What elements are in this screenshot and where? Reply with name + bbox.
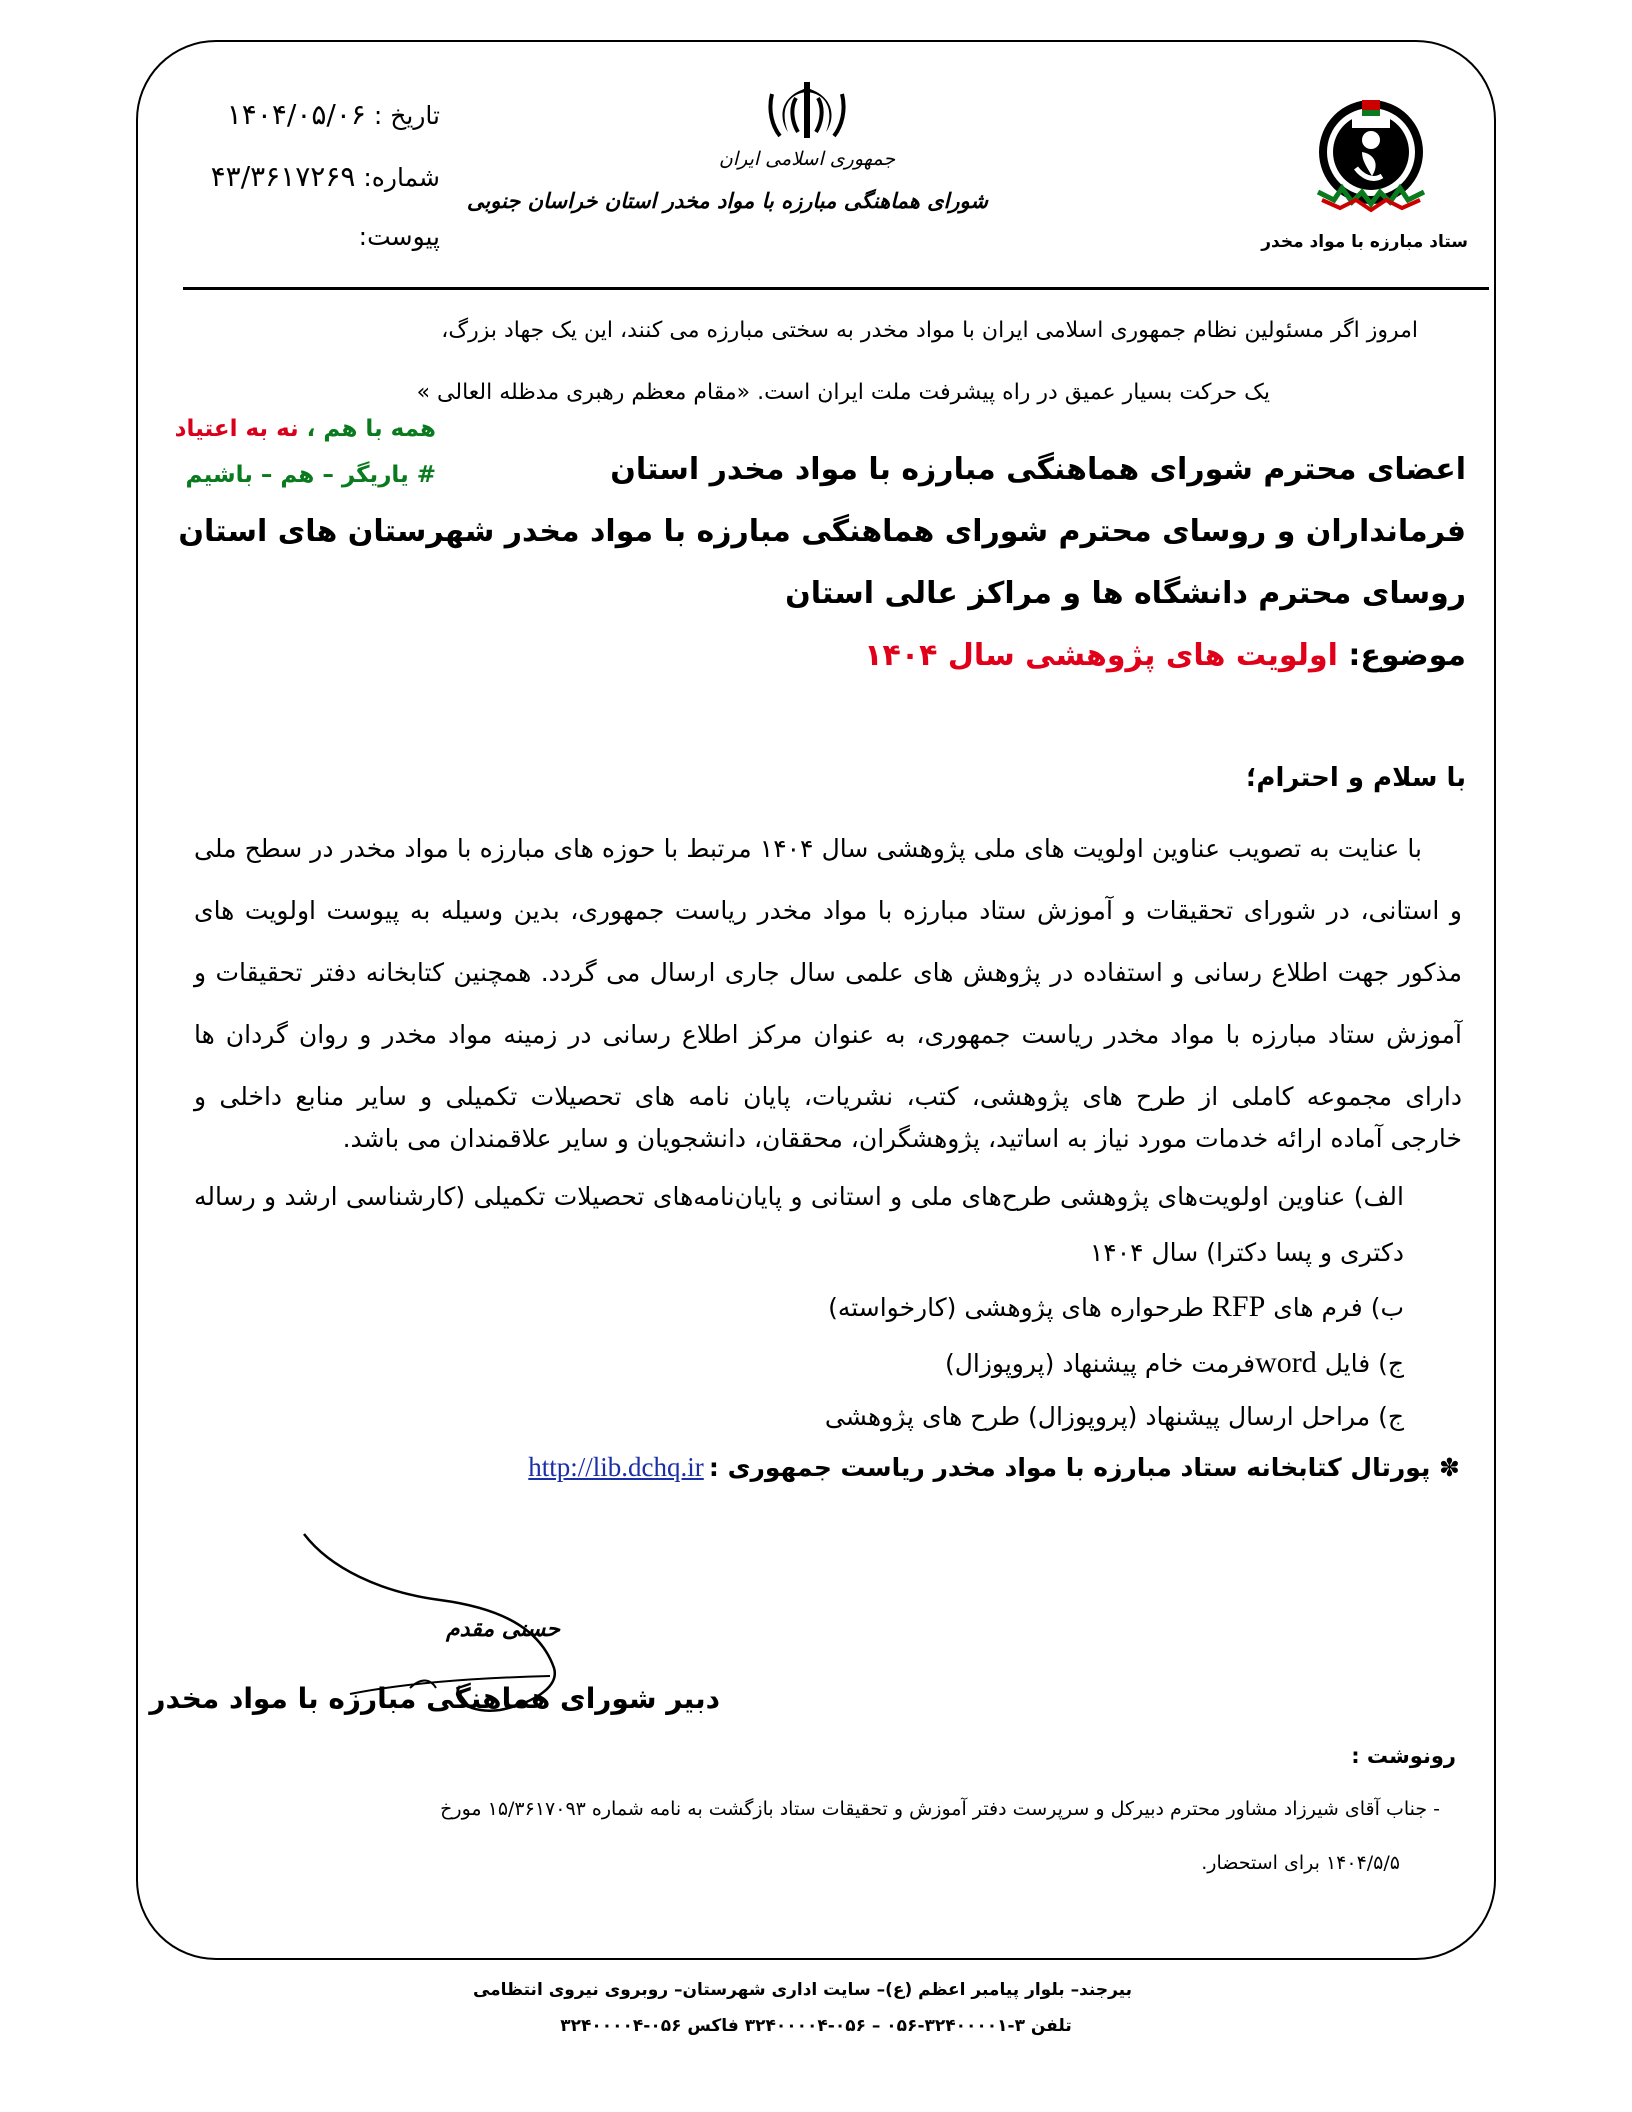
body-paragraph: با عنایت به تصویب عناوین اولویت های ملی پژوهشی سال ۱۴۰۴ مرتبط با حوزه های مبارزه با مواد مخدر در سطح ملی و استانی، در شورای تحقیقات و آموزش ستاد مبارزه با مواد مخدر ریاست جمهوری، بدین وسیله به پیوست اولویت های مذکور جهت اطلاع رسانی و استفاده در پژوهش های علمی سال جاری ارسال می گردد. همچنین کتابخانه دفتر تحقیقات و آموزش ستاد مبارزه با مواد مخدر ریاست جمهوری، به عنوان مرکز اطلاع رسانی در زمینه مواد مخدر و روان گردان ها دارای مجموعه کاملی از طرح های پژوهشی، کتب، نشریات، پایان نامه های تحصیلات تکمیلی و سایر منابع داخلی و: [194, 834, 1462, 1111]
addressee-line3: روسای محترم دانشگاه ها و مراکز عالی استان: [785, 576, 1466, 611]
cc-line2: ۱۴۰۴/۵/۵ برای استحضار.: [1201, 1852, 1400, 1874]
header-divider: [183, 287, 1489, 290]
item-b-rfp: RFP: [1211, 1290, 1266, 1323]
logo-caption: ستاد مبارزه با مواد مخدر: [1261, 232, 1468, 252]
item-c: [700, 1346, 1404, 1380]
subject-value: اولویت های پژوهشی سال ۱۴۰۴: [864, 638, 1338, 673]
item-c-suffix: فرمت خام پیشنهاد (پروپوزال): [945, 1349, 1256, 1378]
cc-label: رونوشت :: [1351, 1744, 1456, 1768]
addressee-line1: اعضای محترم شورای هماهنگی مبارزه با مواد مخدر استان: [610, 452, 1466, 487]
item-b-suffix: طرحواره های پژوهشی (کارخواسته): [828, 1293, 1204, 1322]
date-value: ۱۴۰۴/۰۵/۰۶: [226, 98, 366, 131]
item-a-continued: دکتری و پسا دکترا) سال ۱۴۰۴: [1089, 1238, 1404, 1267]
body-paragraph-last: خارجی آماده ارائه خدمات مورد نیاز به اساتید، پژوهشگران، محققان، دانشجویان و سایر علاقمندان می باشد.: [342, 1124, 1462, 1153]
footer-address: بیرجند– بلوار پیامبر اعظم (ع)– سایت اداری شهرستان– روبروی نیروی انتظامی: [472, 1980, 1132, 2000]
leader-quote-line2: یک حرکت بسیار عمیق در راه پیشرفت ملت ایران است. «مقام معظم رهبری مدظله العالی »: [416, 380, 1270, 405]
attachment-label: پیوست:: [358, 222, 440, 251]
slogan-line2: # یاریگر – هم – باشیم: [185, 462, 436, 488]
item-a: الف) عناوین اولویت‌های پژوهشی طرح‌های ملی و استانی و پایان‌نامه‌های تحصیلات تکمیلی (کارشناسی ارشد و رساله: [194, 1182, 1404, 1211]
slogan-line1: [174, 416, 436, 442]
number-field: [208, 160, 440, 193]
emblem-caption: جمهوری اسلامی ایران: [718, 148, 896, 170]
cc-line1: - جناب آقای شیرزاد مشاور محترم دبیرکل و سرپرست دفتر آموزش و تحقیقات ستاد بازگشت به نامه شماره ۱۵/۳۶۱۷۰۹۳ مورخ: [440, 1798, 1440, 1820]
item-d: ج) مراحل ارسال پیشنهاد (پروپوزال) طرح های پژوهشی: [824, 1402, 1404, 1431]
item-c-prefix: ج) فایل: [1324, 1349, 1404, 1378]
portal-line: [480, 1452, 1460, 1483]
slogan-red: نه به اعتیاد: [174, 416, 299, 442]
number-value: ۴۳/۳۶۱۷۲۶۹: [210, 160, 356, 193]
portal-link[interactable]: http://lib.dchq.ir: [528, 1452, 704, 1482]
date-label: تاریخ :: [373, 101, 440, 130]
leader-quote-line1: امروز اگر مسئولین نظام جمهوری اسلامی ایران با مواد مخدر به سختی مبارزه می کنند، این یک جهاد بزرگ،: [441, 318, 1418, 343]
iran-emblem-icon: [766, 78, 848, 142]
attachment-field: [300, 222, 440, 251]
number-label: شماره:: [363, 163, 440, 192]
footer-phone: تلفن ۳-۳۲۴۰۰۰۰۱-۰۵۶ – ۰۵۶-۳۲۴۰۰۰۰۴ فاکس ۰۵۶-۳۲۴۰۰۰۰۴: [560, 2016, 1072, 2036]
date-field: [214, 98, 440, 131]
greeting: با سلام و احترام؛: [1245, 763, 1466, 793]
signatory-title: دبیر شورای هماهنگی مبارزه با مواد مخدر: [149, 1682, 720, 1715]
subject-label: موضوع:: [1348, 638, 1466, 673]
item-b: [700, 1290, 1404, 1324]
item-c-word: word: [1255, 1346, 1317, 1379]
council-name: شورای هماهنگی مبارزه با مواد مخدر استان خراسان جنوبی: [466, 188, 988, 213]
item-b-prefix: ب) فرم های: [1273, 1293, 1404, 1322]
subject-line: [700, 638, 1466, 673]
signatory-name: حسنی مقدم: [446, 1616, 560, 1642]
anti-narcotics-hq-logo: [1312, 96, 1430, 218]
slogan-green: همه با هم ،: [298, 416, 436, 442]
addressee-line2: فرمانداران و روسای محترم شورای هماهنگی مبارزه با مواد مخدر شهرستان های استان: [178, 514, 1466, 549]
portal-label: ✽ پورتال کتابخانه ستاد مبارزه با مواد مخدر ریاست جمهوری :: [708, 1453, 1460, 1482]
